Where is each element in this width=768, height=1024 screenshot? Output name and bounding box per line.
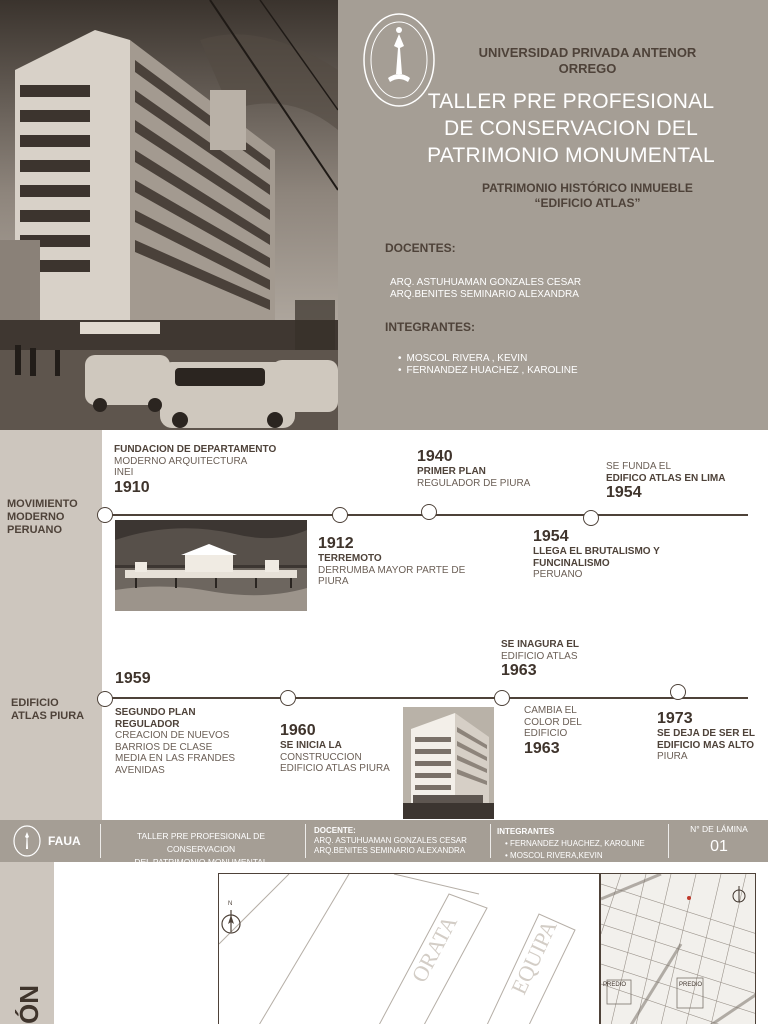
docentes-label: DOCENTES: [385,241,456,255]
event-1954-brutalismo-title-2: FUNCINALISMO [533,557,610,569]
strip-workshop-line-1: TALLER PRE PROFESIONAL DE CONSERVACION [136,831,265,854]
integrantes-list [398,353,578,377]
event-1940 [417,448,530,489]
event-1954-lima [606,461,725,502]
location-section [0,862,768,1024]
cover-header [0,0,768,430]
street-label-1: ORATA [406,911,463,987]
event-1959-title-1: SEGUNDO PLAN [115,707,196,718]
predio-label-1: PREDIO [603,982,627,988]
timeline-dot-1940 [421,504,437,520]
event-1959-text-2: BARRIOS DE CLASE [115,741,213,753]
timeline-dot-1963 [494,690,510,706]
strip-integrantes-label: INTEGRANTES [497,827,555,836]
event-1963-inauguration-text: EDIFICIO ATLAS [501,650,578,662]
event-1959-text-3: MEDIA EN LAS FRANDES [115,753,236,764]
row2-label-line-2: ATLAS PIURA [11,710,85,722]
event-1973 [657,710,755,763]
university-name: UNIVERSIDAD PRIVADA ANTENOR ORREGO [478,45,697,76]
integrante-1: • MOSCOL RIVERA , KEVIN [398,353,578,365]
event-1960 [280,722,390,775]
event-1940-title: PRIMER PLAN [417,466,486,477]
event-1912-year: 1912 [318,535,354,552]
integrante-2: • FERNANDEZ HUACHEZ , KAROLINE [398,365,578,377]
event-1973-title-2: EDIFICIO MAS ALTO [657,739,755,751]
event-1963-color-text-3: EDIFICIO [524,728,568,739]
faua-label: FAUA [48,834,81,848]
timeline-section [0,430,768,820]
event-1959-text-4: AVENIDAS [115,764,165,776]
event-1954-brutalismo-text: PERUANO [533,569,583,580]
pier-photo [115,520,307,611]
event-1954-lima-title: EDIFICO ATLAS EN LIMA [606,472,726,484]
event-1959-text-1: CREACION DE NUEVOS [115,730,230,741]
strip-integrante-2: • MOSCOL RIVERA,KEVIN [505,851,603,860]
event-1910-text-2: INEI [114,467,134,478]
event-1954-brutalismo [533,528,660,581]
location-map [600,873,756,1024]
event-1960-text-1: CONSTRUCCION [280,751,362,763]
event-1963-color-text-2: COLOR DEL [524,716,582,728]
workshop-title: TALLER PRE PROFESIONAL DE CONSERVACION DEL PATRIMONIO MONUMENTAL [427,90,715,167]
row2-label [11,697,84,723]
lamina-label: N° DE LÁMINA [690,824,748,834]
event-1973-title-1: SE DEJA DE SER EL [657,728,755,739]
title-block-strip [0,820,768,862]
row1-label [7,498,78,537]
event-1910 [114,444,276,497]
lamina-number: 01 [710,838,728,855]
street-label-2: EQUIPA [505,916,562,999]
event-1954-lima-text: SE FUNDA EL [606,461,672,472]
edificio-atlas-photo [0,0,338,430]
event-1912-text-1: DERRUMBA MAYOR PARTE DE [318,564,466,576]
event-1910-year: 1910 [114,478,150,496]
strip-divider-1 [100,824,101,858]
timeline-dot-1959 [97,691,113,707]
event-1940-year: 1940 [417,448,453,465]
timeline-sidebar [0,430,102,820]
integrantes-label: INTEGRANTES: [385,320,475,334]
event-1912-title: TERREMOTO [318,553,382,564]
timeline-dot-1960 [280,690,296,706]
north-label: N [228,901,233,907]
event-1910-text-1: MODERNO ARQUITECTURA [114,455,248,467]
row2-label-line-1: EDIFICIO [11,697,59,709]
event-1940-text: REGULADOR DE PIURA [417,477,531,489]
event-1963-inauguration [501,639,579,680]
strip-docente [314,826,467,856]
event-1963-color [524,705,582,758]
strip-divider-3 [490,824,491,858]
event-1963-color-text-1: CAMBIA EL [524,705,577,716]
row1-label-line-3: PERUANO [7,524,63,536]
strip-integrantes [497,826,645,862]
strip-docente-label: DOCENTE: [314,826,356,835]
strip-integrante-1: • FERNANDEZ HUACHEZ, KAROLINE [505,839,645,848]
event-1959-title-2: REGULADOR [115,718,180,730]
event-1973-year: 1973 [657,710,693,727]
section-vertical-title: ÓN [14,985,44,1024]
strip-docente-1: ARQ. ASTUHUAMAN GONZALES CESAR [314,836,467,845]
event-1954-lima-year: 1954 [606,484,642,501]
event-1963-inauguration-year: 1963 [501,662,537,679]
event-1960-text-2: EDIFICIO ATLAS PIURA [280,763,390,774]
docente-1: ARQ. ASTUHUAMAN GONZALES CESAR [390,277,582,288]
docente-2: ARQ.BENITES SEMINARIO ALEXANDRA [390,289,579,300]
heritage-line-1: PATRIMONIO HISTÓRICO INMUEBLE [482,181,693,195]
atlas-building-photo [403,707,494,819]
heritage-title [455,181,720,211]
timeline-dot-1910 [97,507,113,523]
event-1960-year: 1960 [280,722,316,739]
north-arrow-icon [222,910,240,933]
event-1960-title: SE INICIA LA [280,740,342,751]
event-1912 [318,535,465,588]
event-1910-title: FUNDACION DE DEPARTAMENTO [114,444,277,455]
site-plan [218,873,600,1024]
timeline-dot-1973 [670,684,686,700]
event-1954-brutalismo-title-1: LLEGA EL BRUTALISMO Y [533,546,660,557]
bottom-sidebar [0,862,54,1024]
strip-divider-4 [668,824,669,858]
predio-label-2: PREDIO [679,982,703,988]
faua-seal-icon [12,825,42,857]
event-1963-color-year: 1963 [524,739,560,757]
event-1973-text: PIURA [657,751,688,762]
event-1912-text-2: PIURA [318,576,349,587]
event-1959-year: 1959 [115,670,151,687]
site-marker-icon [687,896,691,900]
timeline-dot-1954 [583,510,599,526]
strip-divider-2 [305,824,306,858]
event-1963-inauguration-title: SE INAGURA EL [501,639,579,650]
strip-integrante-2-name: MOSCOL RIVERA,KEVIN [510,851,603,860]
timeline-dot-1912 [332,507,348,523]
event-1959 [115,670,235,776]
event-1954-brutalismo-year: 1954 [533,528,569,545]
heritage-line-2: “EDIFICIO ATLAS” [534,196,641,210]
strip-docente-2: ARQ.BENITES SEMINARIO ALEXANDRA [314,846,466,855]
strip-integrante-1-name: FERNANDEZ HUACHEZ, KAROLINE [510,839,645,848]
row1-label-line-1: MOVIMIENTO [7,498,78,510]
row1-label-line-2: MODERNO [7,511,65,523]
